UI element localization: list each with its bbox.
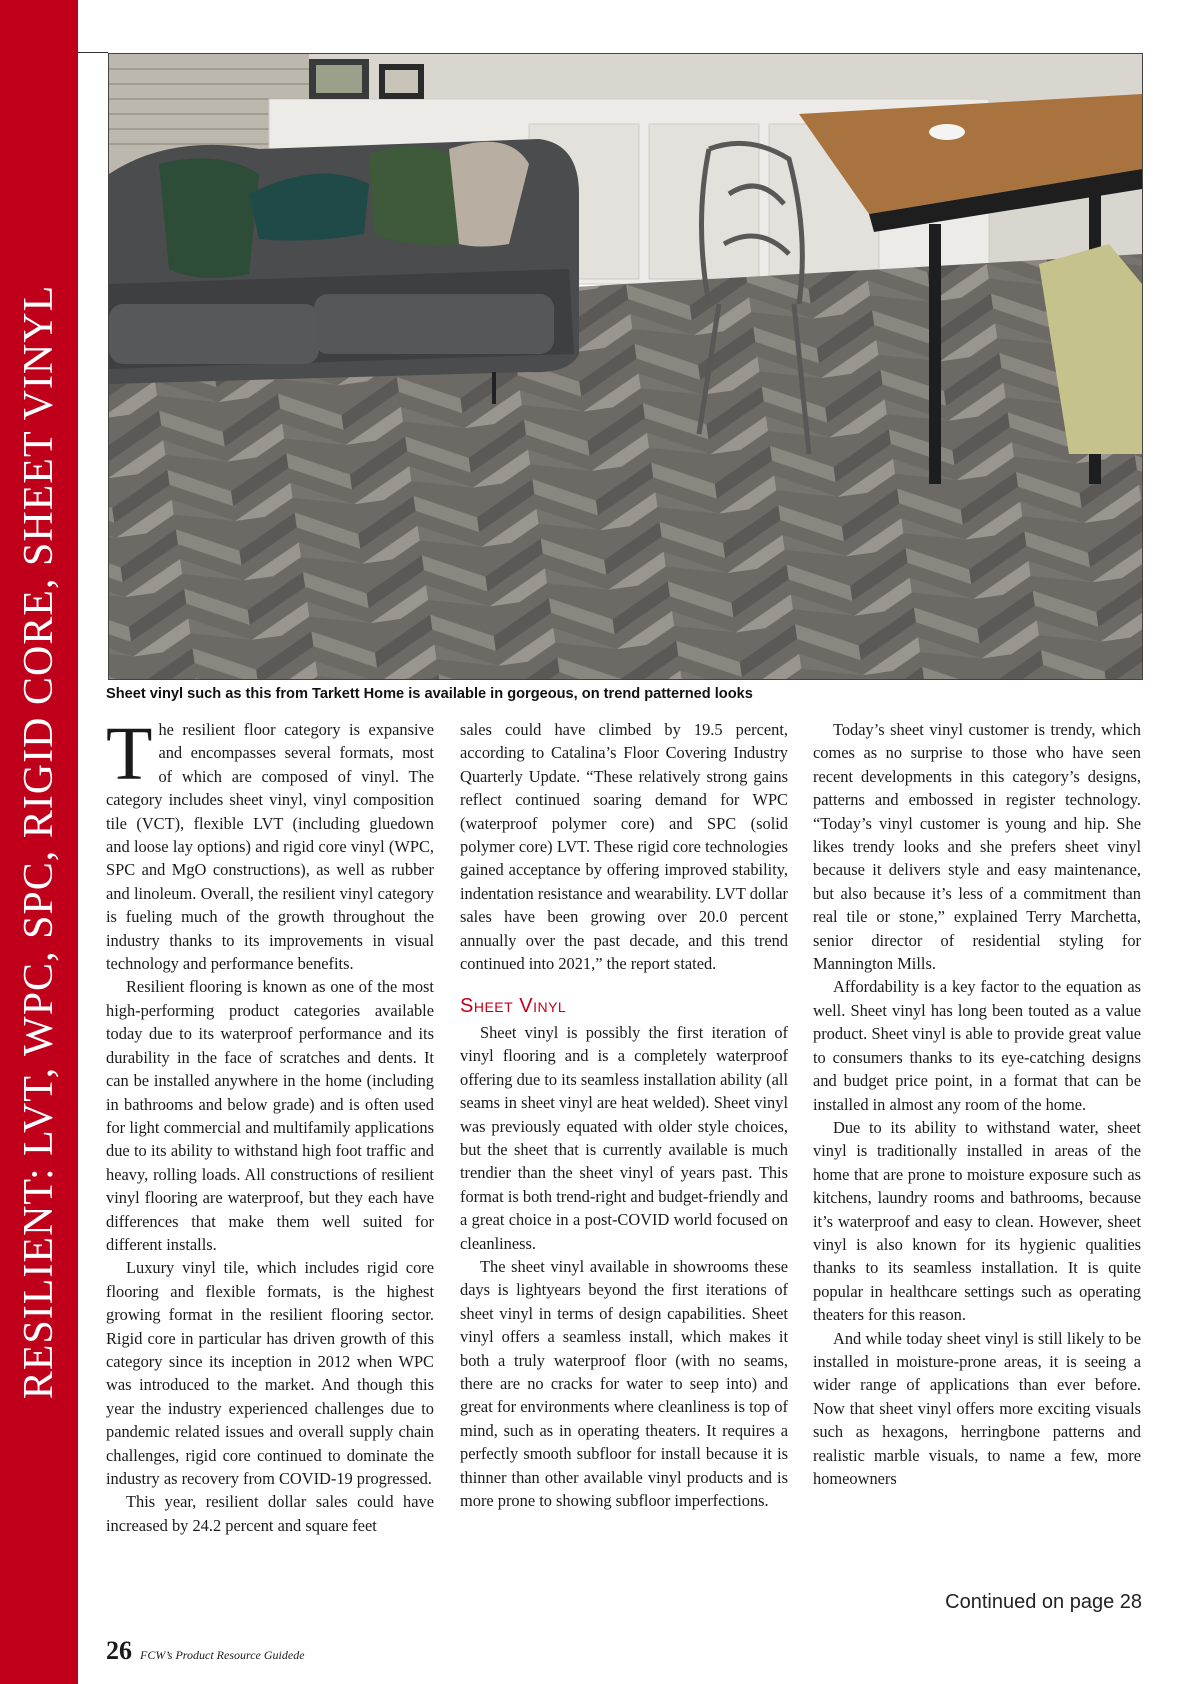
- page-number: 26: [106, 1636, 132, 1665]
- side-band: [0, 0, 78, 1684]
- column-1: [106, 712, 434, 1537]
- page-footer: [106, 1636, 305, 1666]
- paragraph: The sheet vinyl available in showrooms these days is lightyears beyond the first iterations of sheet vinyl in terms of design capabilities. Sheet vinyl offers a seamless install, which makes it both a truly waterproof floor (with no seams, there are no cracks for water to seep into) and great for environments where cleanliness is top of mind, such as in operating theaters. It requires a perfectly smooth subfloor for install because it is thinner than other available vinyl products and is more prone to showing subfloor imperfections.: [460, 1256, 788, 1510]
- paragraph: And while today sheet vinyl is still likely to be installed in moisture-prone areas, it is seeing a wider range of applications than ever before. Now that sheet vinyl offers more exciting visuals such as hexagons, herringbone patterns and realistic marble visuals, to name a few, more homeowners: [813, 1328, 1141, 1488]
- paragraph: Resilient flooring is known as one of the most high-performing product categories available today due to its waterproof performance and its durability in the face of scratches and dents. It can be installed anywhere in the home (including in bathrooms and below grade) and is often used for light commercial and multifamily applications due to its ability to withstand high foot traffic and heavy, rolling loads. All constructions of resilient vinyl flooring are waterproof, but they each have differences that make them well suited for different installs.: [106, 977, 434, 1254]
- photo-caption: Sheet vinyl such as this from Tarkett Home is available in gorgeous, on trend patterned looks: [106, 686, 753, 702]
- section-title: RESILIENT: LVT, WPC, SPC, RIGID CORE, SHEET VINYL: [16, 284, 62, 1400]
- paragraph: Today’s sheet vinyl customer is trendy, which comes as no surprise to those who have seen recent developments in this category’s designs, patterns and embossed in register technology. “Today’s vinyl customer is young and hip. She likes trendy looks and she prefers sheet vinyl because it delivers style and easy maintenance, but also because it’s less of a commitment than real tile or stone,” explained Terry Marchetta, senior director of residential styling for Mannington Mills.: [813, 720, 1141, 974]
- paragraph: The resilient floor category is expansive and encompasses several formats, most of which are composed of vinyl. The category includes sheet vinyl, vinyl composition tile (VCT), flexible LVT (including gluedown and loose lay options) and rigid core vinyl (WPC, SPC and MgO constructions), as well as rubber and linoleum. Overall, the resilient vinyl category is fueling much of the growth throughout the industry thanks to its improvements in visual technology and performance benefits.: [106, 712, 434, 974]
- paragraph: Affordability is a key factor to the equation as well. Sheet vinyl has long been touted as a value product. Sheet vinyl is able to provide great value to consumers thanks to its eye-catching designs and budget price point, in a format that can be installed in almost any room of the home.: [813, 977, 1141, 1114]
- paragraph: This year, resilient dollar sales could have increased by 24.2 percent and square feet: [106, 1492, 434, 1535]
- column-3: [813, 718, 1141, 1490]
- publication-name: FCW’s Product Resource Guidede: [140, 1648, 305, 1662]
- interior-photo-icon: [108, 53, 1143, 680]
- paragraph: Sheet vinyl is possibly the first iteration of vinyl flooring and is a completely waterproof offering due to its seamless installation ability (all seams in sheet vinyl are heat welded). Sheet vinyl was previously equated with older style choices, but the sheet that is currently available is much trendier than the sheet vinyl of years past. This format is both trend-right and budget-friendly and a great choice in a post-COVID world focused on cleanliness.: [460, 1022, 788, 1253]
- column-2: [460, 718, 788, 1512]
- top-rule: [78, 52, 108, 53]
- section-heading: Sheet Vinyl: [460, 995, 567, 1018]
- paragraph: sales could have climbed by 19.5 percent, according to Catalina’s Floor Covering Industry Quarterly Update. “These relatively strong gains reflect continued soaring demand for WPC (waterproof polymer core) and SPC (solid polymer core) LVT. These rigid core technologies gained acceptance by offering improved stability, indentation resistance and wearability. LVT dollar sales have been growing over 20.0 percent annually over the past decade, and this trend continued into 2021,” the report stated.: [460, 720, 788, 974]
- continued-note: Continued on page 28: [945, 1591, 1142, 1613]
- paragraph: Due to its ability to withstand water, sheet vinyl is traditionally installed in areas of the home that are prone to moisture exposure such as kitchens, laundry rooms and bathrooms, because it’s waterproof and easy to clean. However, sheet vinyl is also known for its hygienic qualities thanks to its seamless installation. It is quite popular in healthcare settings such as operating theaters for this reason.: [813, 1117, 1141, 1325]
- paragraph: Luxury vinyl tile, which includes rigid core flooring and flexible formats, is the highest growing format in the resilient flooring sector. Rigid core in particular has driven growth of this category since its inception in 2012 when WPC was introduced to the market. And though this year the industry experienced challenges due to pandemic related issues and overall supply chain challenges, rigid core continued to dominate the industry as recovery from COVID-19 progressed.: [106, 1258, 434, 1488]
- drop-cap: T: [106, 712, 153, 796]
